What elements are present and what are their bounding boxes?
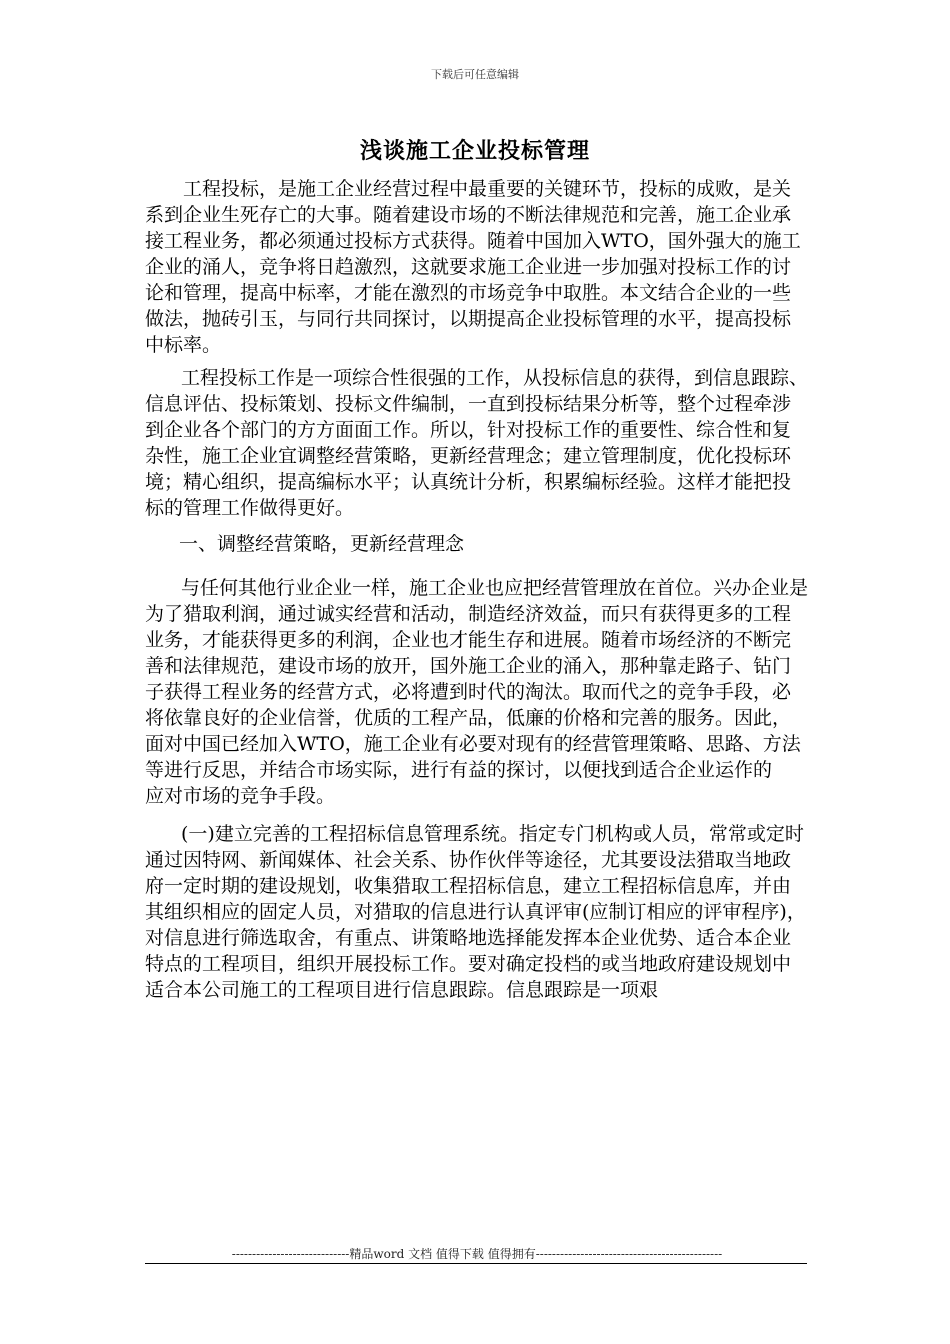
paragraph-intro: 工程投标，是施工企业经营过程中最重要的关键环节，投标的成败，是关系到企业生死存亡的大事。随着建设市场的不断法律规范和完善，施工企业承接工程业务，都必须通过投标方式获得。随着中国加入WTO，国外强大的施工企业的涌人，竞争将日趋激烈，这就要求施工企业进一步加强对投标工作的讨论和管理，提高中标率，才能在激烈的市场竞争中取胜。本文结合企业的一些做法，抛砖引玉，与同行共同探讨，以期提高企业投标管理的水平，提高投标中标率。 [145,178,801,356]
paragraph-section-1-end: 应对市场的竞争手段。 [145,785,336,807]
footer-divider [145,1263,807,1264]
paragraph-overview: 工程投标工作是一项综合性很强的工作，从投标信息的获得，到信息跟踪、信息评估、投标策划、投标文件编制，一直到投标结果分析等，整个过程牵涉到企业各个部门的方方面面工作。所以，针对投标工作的重要性、综合性和复杂性，施工企业宜调整经营策略，更新经营理念；建立管理制度，优化投标环境；精心组织，提高编标水平；认真统计分析，积累编标经验。这样才能把投标的管理工作做得更好。 [145,367,809,519]
page-footer-note: -----------------------------精品word 文档 值得下载 值得拥有---------------------------------------------- [231,1247,723,1261]
page-header-note: 下载后可任意编辑 [431,68,519,81]
section-heading-1: 一、调整经营策略，更新经营理念 [179,533,465,555]
document-body [145,176,809,1010]
document-title: 浅谈施工企业投标管理 [359,138,590,164]
paragraph-section-1: 与任何其他行业企业一样，施工企业也应把经营管理放在首位。兴办企业是为了猎取利润，通过诚实经营和活动，制造经济效益，而只有获得更多的工程业务，才能获得更多的利润，企业也才能生存和进展。随着市场经济的不断完善和法律规范，建设市场的放开，国外施工企业的涌入，那种靠走路子、钻门子获得工程业务的经营方式，必将遭到时代的淘汰。取而代之的竞争手段，必将依靠良好的企业信誉，优质的工程产品，低廉的价格和完善的服务。因此，面对中国已经加入WTO，施工企业有必要对现有的经营管理策略、思路、方法等进行反思，并结合市场实际，进行有益的探讨，以便找到适合企业运作的 [145,577,809,781]
paragraph-subsection-1: (一)建立完善的工程招标信息管理系统。指定专门机构或人员，常常或定时通过因特网、新闻媒体、社会关系、协作伙伴等途径，尤其要设法猎取当地政府一定时期的建设规划，收集猎取工程招标信息，建立工程招标信息库，并由其组织相应的固定人员，对猎取的信息进行认真评审(应制订相应的评审程序)，对信息进行筛选取舍，有重点、讲策略地选择能发挥本企业优势、适合本企业特点的工程项目，组织开展投标工作。要对确定投档的或当地政府建设规划中适合本公司施工的工程项目进行信息跟踪。信息跟踪是一项艰 [145,823,806,1001]
